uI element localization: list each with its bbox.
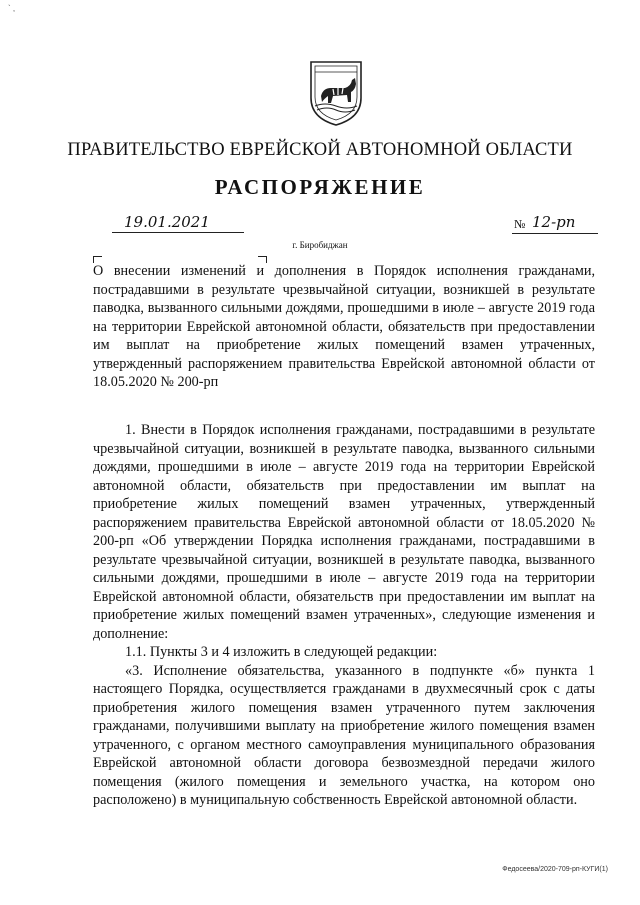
- document-number-field: [512, 213, 598, 234]
- footer-reference: Федосеева/2020-709-рп-КУГИ(1): [502, 866, 608, 873]
- document-subject: О внесении изменений и дополнения в Порядок исполнения гражданами, пострадавшими в результате чрезвычайной ситуации, возникшей в результате паводка, вызванного сильными дождями, прошедшими в июле – августе 2019 года на территории Еврейской автономной области, обязательств при предоставлении им выплат на приобретение жилых помещений взамен утраченных, утвержденный распоряжением правительства Еврейской автономной области от 18.05.2020 № 200-рп: [93, 263, 595, 390]
- corner-mark: ` ,: [8, 4, 16, 13]
- body-paragraph: 1.1. Пункты 3 и 4 изложить в следующей редакции:: [125, 644, 438, 660]
- government-title: ПРАВИТЕЛЬСТВО ЕВРЕЙСКОЙ АВТОНОМНОЙ ОБЛАСТИ: [67, 140, 573, 160]
- document-body: [93, 421, 595, 810]
- tiger-coat-of-arms-icon: [305, 58, 367, 128]
- city-line: г. Биробиджан: [292, 240, 348, 250]
- document-date: 19.01.2021: [112, 213, 244, 233]
- body-paragraph: «3. Исполнение обязательства, указанного в подпункте «б» пункта 1 настоящего Порядка, осуществляется гражданами в двухмесячный срок с даты приобретения жилого помещения взамен утраченного путем заключения гражданами, получившими выплату на приобретение жилого помещения взамен утраченного, с органом местного самоуправления муниципального образования Еврейской автономной области договора безвозмездной передачи жилого помещения (жилого помещения и земельного участка, на котором оно расположено) в муниципальную собственность Еврейской автономной области.: [93, 662, 595, 808]
- number-sign: №: [514, 217, 526, 231]
- body-paragraph: 1. Внести в Порядок исполнения гражданами, пострадавшими в результате чрезвычайной ситуации, возникшей в результате паводка, вызванного сильными дождями, прошедшими в июле – августе 2019 года на территории Еврейской автономной области, обязательств при предоставлении им выплат на приобретение жилых помещений взамен утраченных, утвержденный распоряжением правительства Еврейской автономной области от 18.05.2020 № 200-рп «Об утверждении Порядка исполнения гражданами, пострадавшими в результате чрезвычайной ситуации, возникшей в результате паводка, вызванного сильными дождями, прошедшими в июле – августе 2019 года на территории Еврейской автономной области, обязательств при предоставлении им выплат на приобретение жилых помещений взамен утраченных», следующие изменения и дополнение:: [93, 422, 595, 642]
- document-number: 12-рп: [532, 213, 576, 231]
- document-type: РАСПОРЯЖЕНИЕ: [214, 175, 426, 199]
